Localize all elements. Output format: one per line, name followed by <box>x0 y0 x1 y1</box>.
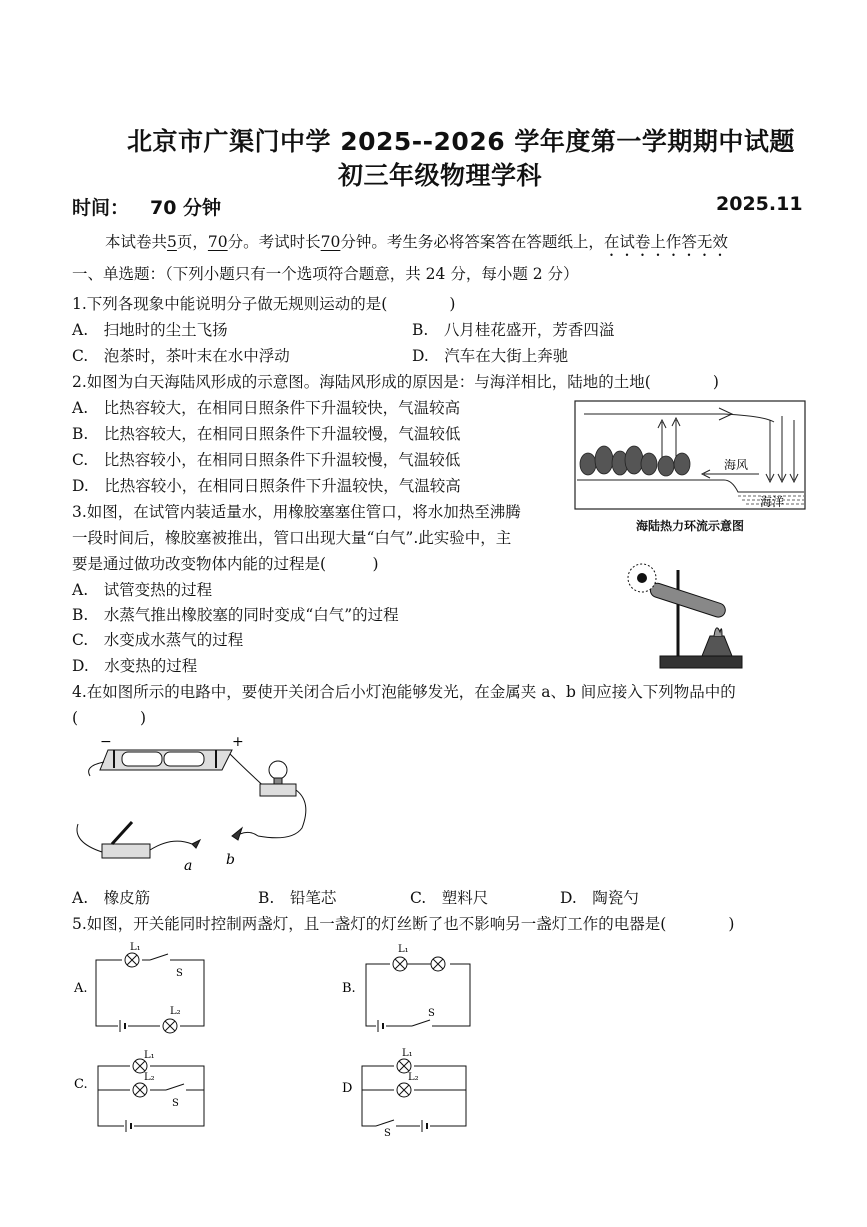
time-value: 70 分钟 <box>150 197 222 219</box>
instructions-text-1: 本试卷共 <box>105 233 168 251</box>
circuit-b <box>340 940 480 1034</box>
battery-minus-label: − <box>100 734 112 750</box>
q2-option-a: A. 比热容较大，在相同日照条件下升温较快，气温较高 <box>72 399 461 417</box>
circuit-d-label: D <box>342 1081 353 1096</box>
circuit-d-switch-label: S <box>384 1128 391 1139</box>
figure-sea-breeze-label: 海风 <box>724 458 749 472</box>
q3-stem-line3: 要是通过做功改变物体内能的过程是( ) <box>72 555 379 573</box>
q1-option-b: B. 八月桂花盛开，芳香四溢 <box>412 321 615 339</box>
circuit-a-lamp1-label: L₁ <box>130 942 141 953</box>
total-score: 70 <box>207 233 228 251</box>
circuit-figure-q4 <box>72 732 332 872</box>
q4-option-c: C. 塑料尺 <box>410 889 489 907</box>
q3-option-a: A. 试管变热的过程 <box>72 581 213 599</box>
page-count: 5 <box>167 233 177 251</box>
circuit-b-label: B. <box>342 981 356 996</box>
test-tube-heating-figure <box>612 560 752 672</box>
circuit-c-switch-label: S <box>172 1098 179 1109</box>
clip-b-label: b <box>226 852 235 868</box>
circuit-c-lamp2-label: L₂ <box>144 1072 155 1083</box>
q2-stem: 2.如图为白天海陆风形成的示意图。海陆风形成的原因是：与海洋相比，陆地的土地( ) <box>72 373 719 391</box>
figure-sea-label: 海洋 <box>760 495 785 509</box>
battery-plus-label: + <box>232 734 244 750</box>
page-subtitle: 初三年级物理学科 <box>338 161 543 190</box>
instructions-text-4: 分钟。考生务必将答案答在答题纸上， <box>340 233 604 251</box>
figure-caption: 海陆热力环流示意图 <box>636 519 745 533</box>
q2-option-c: C. 比热容较小，在相同日照条件下升温较慢，气温较低 <box>72 451 461 469</box>
q3-option-b: B. 水蒸气推出橡胶塞的同时变成“白气”的过程 <box>72 606 399 624</box>
circuit-a-label: A. <box>74 981 88 996</box>
circuit-a-lamp2-label: L₂ <box>170 1006 181 1017</box>
q5-stem: 5.如图，开关能同时控制两盏灯，且一盏灯的灯丝断了也不影响另一盏灯工作的电器是( ) <box>72 915 735 933</box>
exam-minutes: 70 <box>320 233 341 251</box>
q1-stem: 1.下列各现象中能说明分子做无规则运动的是( ) <box>72 295 456 313</box>
q4-option-b: B. 铅笔芯 <box>258 889 337 907</box>
circuit-c-label: C. <box>74 1077 88 1092</box>
circuit-a <box>72 940 212 1034</box>
q1-option-a: A. 扫地时的尘土飞扬 <box>72 321 228 339</box>
q3-option-c: C. 水变成水蒸气的过程 <box>72 631 244 649</box>
q3-stem-line2: 一段时间后，橡胶塞被推出，管口出现大量“白气”.此实验中，主 <box>72 529 512 547</box>
q4-option-d: D. 陶瓷勺 <box>560 889 639 907</box>
instructions-warning: 在试卷上作答无效 <box>603 233 728 251</box>
time-label: 时间： <box>72 197 130 219</box>
circuit-c <box>72 1050 212 1130</box>
circuit-d-lamp2-label: L₂ <box>408 1072 419 1083</box>
circuit-d-lamp1-label: L₁ <box>402 1048 413 1059</box>
q3-option-d: D. 水变热的过程 <box>72 657 198 675</box>
q1-option-d: D. 汽车在大街上奔驰 <box>412 347 569 365</box>
q4-stem-line1 <box>72 680 736 702</box>
circuit-b-lamp-label: L₁ <box>398 944 409 955</box>
q4-stem-line2: ( ) <box>72 709 147 727</box>
circuit-a-switch-label: S <box>176 968 183 979</box>
circuit-d <box>340 1046 480 1139</box>
q3-stem-line1: 3.如图，在试管内装适量水，用橡胶塞塞住管口，将水加热至沸腾 <box>72 503 521 521</box>
section-heading: 一、单选题：（下列小题只有一个选项符合题意，共 24 分，每小题 2 分） <box>72 265 579 283</box>
instructions <box>105 230 728 260</box>
q4-option-a: A. 橡皮筋 <box>72 889 151 907</box>
q4-stem-text: 4.在如图所示的电路中，要使开关闭合后小灯泡能够发光，在金属夹 a、b 间应接入下列物品中的 <box>72 683 736 701</box>
circuit-c-lamp1-label: L₁ <box>144 1050 155 1061</box>
q1-option-c: C. 泡茶时，茶叶末在水中浮动 <box>72 347 290 365</box>
instructions-text-2: 页， <box>176 233 208 251</box>
sea-land-breeze-figure <box>574 400 806 510</box>
page-title: 北京市广渠门中学 2025--2026 学年度第一学期期中试题 <box>127 127 795 156</box>
q2-option-d: D. 比热容较小，在相同日照条件下升温较快，气温较高 <box>72 477 461 495</box>
circuit-b-switch-label: S <box>428 1008 435 1019</box>
clip-a-label: a <box>184 858 193 874</box>
exam-date: 2025.11 <box>716 193 803 215</box>
instructions-text-3: 分。考试时长 <box>227 233 321 251</box>
q2-option-b: B. 比热容较大，在相同日照条件下升温较慢，气温较低 <box>72 425 461 443</box>
